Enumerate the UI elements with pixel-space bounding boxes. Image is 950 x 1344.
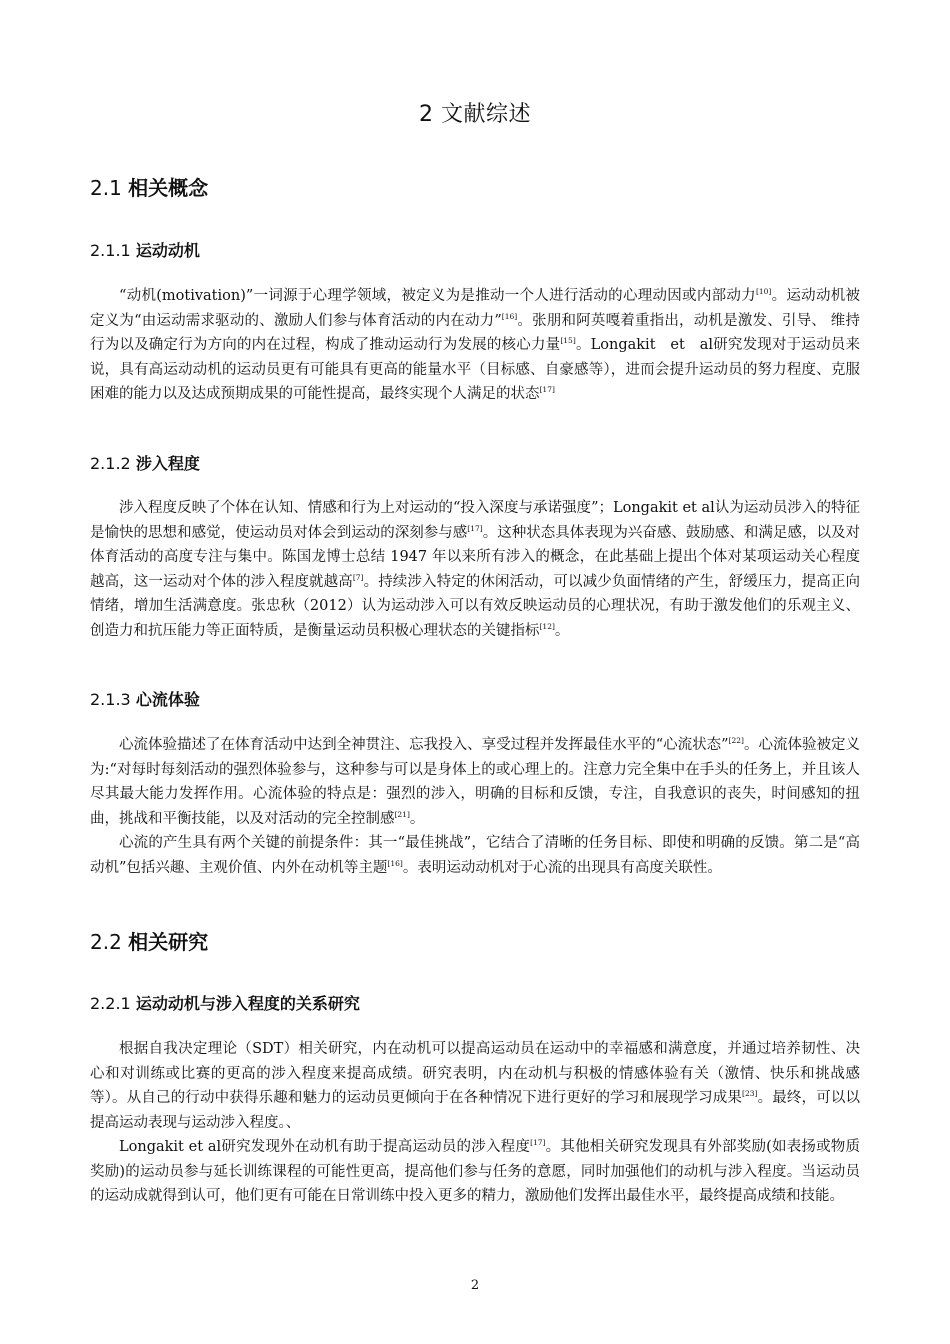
- page-number: 2: [470, 1278, 480, 1293]
- subsection-title: 运动动机与涉入程度的关系研究: [135, 994, 360, 1013]
- paragraph-flow-1: [90, 733, 860, 831]
- section-heading-2-2: [90, 928, 208, 956]
- text: 根据自我决定理论（SDT）相关研究，内在动机可以提高运动员在运动中的幸福感和满意度，并通过培养韧性、决心和对训练或比赛的更高的涉入程度来提高成绩。研究表明，内在动机与积极的情感体验有关（激情、快乐和挑战感等）。从自己的行动中获得乐趣和魅力的运动员更倾向于在各种情况下进行更好的学习和展现学习成果: [90, 1041, 860, 1106]
- citation: [21]: [394, 809, 410, 819]
- citation: [16]: [387, 858, 403, 868]
- text: 。张朋和阿英嘎着重指出，动机是激发、引导、 维持行为以及确定行为方向的内在过程，构成了推动运动行为发展的核心力量: [90, 312, 860, 353]
- text: 。持续涉入特定的休闲活动，可以减少负面情绪的产生，舒缓压力，提高正向情绪，增加生活满意度。张忠秋（2012）认为运动涉入可以有效反映运动员的心理状况，有助于激发他们的乐观主义、创造力和抗压能力等正面特质，是衡量运动员积极心理状态的关键指标: [90, 573, 860, 639]
- subsection-number: 2.1.3: [90, 690, 131, 709]
- section-number: 2.2: [90, 930, 122, 954]
- citation: [7]: [352, 572, 364, 582]
- subsection-heading-2-1-1: [90, 239, 200, 263]
- text: Longakit et al研究发现外在动机有助于提高运动员的涉入程度: [119, 1139, 531, 1155]
- subsection-number: 2.1.1: [90, 241, 131, 260]
- subsection-title: 涉入程度: [135, 454, 200, 473]
- section-title: 相关概念: [128, 176, 209, 200]
- text: “动机(motivation)”一词源于心理学领域，被定义为是推动一个人进行活动的心理动因或内部动力: [119, 288, 756, 304]
- section-number: 2.1: [90, 176, 122, 200]
- citation: [17]: [530, 1138, 546, 1147]
- paragraph-flow-2: [90, 831, 860, 880]
- text: 。最终，可以以提高运动表现与运动涉入程度。、: [90, 1090, 861, 1131]
- text: 。: [409, 810, 425, 827]
- text: 。表明运动动机对于心流的出现具有高度关联性。: [402, 859, 722, 876]
- citation: [17]: [539, 385, 555, 394]
- citation: [12]: [539, 621, 555, 631]
- paragraph-involvement: [90, 496, 860, 643]
- text: 。: [554, 622, 570, 639]
- text: 。其他相关研究发现具有外部奖励(如表扬或物质奖励)的运动员参与延长训练课程的可能性更高，提高他们参与任务的意愿，同时加强他们的动机与涉入程度。当运动员的运动成就得到认可，他们更有可能在日常训练中投入更多的精力，激励他们发挥出最佳水平，最终提高成绩和技能。: [90, 1139, 860, 1204]
- subsection-number: 2.2.1: [90, 994, 131, 1013]
- citation: [23]: [742, 1089, 758, 1098]
- citation: [17]: [467, 523, 483, 533]
- subsection-title: 运动动机: [135, 241, 200, 260]
- section-heading-2-1: [90, 174, 208, 202]
- subsection-heading-2-2-1: [90, 992, 360, 1016]
- subsection-number: 2.1.2: [90, 454, 131, 473]
- text: 心流的产生具有两个关键的前提条件：其一“最佳挑战”，它结合了清晰的任务目标、即使和明确的反馈。第二是“高动机”包括兴趣、主观价值、内外在动机等主题: [90, 835, 860, 876]
- paragraph-motivation: [90, 284, 860, 407]
- text: 涉入程度反映了个体在认知、情感和行为上对运动的“投入深度与承诺强度”；Longakit et al认为运动员涉入的特征是愉快的思想和感觉，使运动员对体会到运动的深刻参与感: [90, 500, 860, 541]
- text: 。心流体验被定义为:“对每时每刻活动的强烈体验参与，这种参与可以是身体上的或心理上的。注意力完全集中在手头的任务上，并且该人尽其最大能力发挥作用。心流体验的特点是：强烈的涉入，明确的目标和反馈，专注，自我意识的丧失，时间感知的扭曲，挑战和平衡技能，以及对活动的完全控制感: [90, 737, 860, 827]
- citation: [16]: [501, 311, 518, 321]
- text: 。这种状态具体表现为兴奋感、鼓励感、和满足感，以及对体育活动的高度专注与集中。陈国龙博士总结 1947 年以来所有涉入的概念，在此基础上提出个体对某项运动关心程度越高，这一运动对个体的涉入程度就越高: [90, 524, 860, 590]
- paragraph-relation-2: [90, 1135, 860, 1209]
- section-title: 相关研究: [128, 930, 209, 954]
- text: 心流体验描述了在体育活动中达到全神贯注、忘我投入、享受过程并发挥最佳水平的“心流状态”: [119, 737, 729, 753]
- subsection-title: 心流体验: [135, 690, 200, 709]
- citation: [22]: [728, 736, 744, 745]
- subsection-heading-2-1-3: [90, 688, 200, 712]
- subsection-heading-2-1-2: [90, 452, 200, 476]
- chapter-title: 2 文献综述: [419, 102, 531, 127]
- paragraph-relation-1: [90, 1037, 860, 1135]
- text: 。运动动机被定义为“由运动需求驱动的、激励人们参与体育活动的内在动力”: [90, 288, 860, 329]
- citation: [10]: [755, 287, 772, 296]
- text: 。Longakit et al研究发现对于运动员来说，具有高运动动机的运动员更有可能具有更高的能量水平（目标感、自豪感等），进而会提升运动员的努力程度、克服困难的能力以及达成预期成果的可能性提高，最终实现个人满足的状态: [90, 337, 860, 402]
- citation: [15]: [560, 336, 576, 345]
